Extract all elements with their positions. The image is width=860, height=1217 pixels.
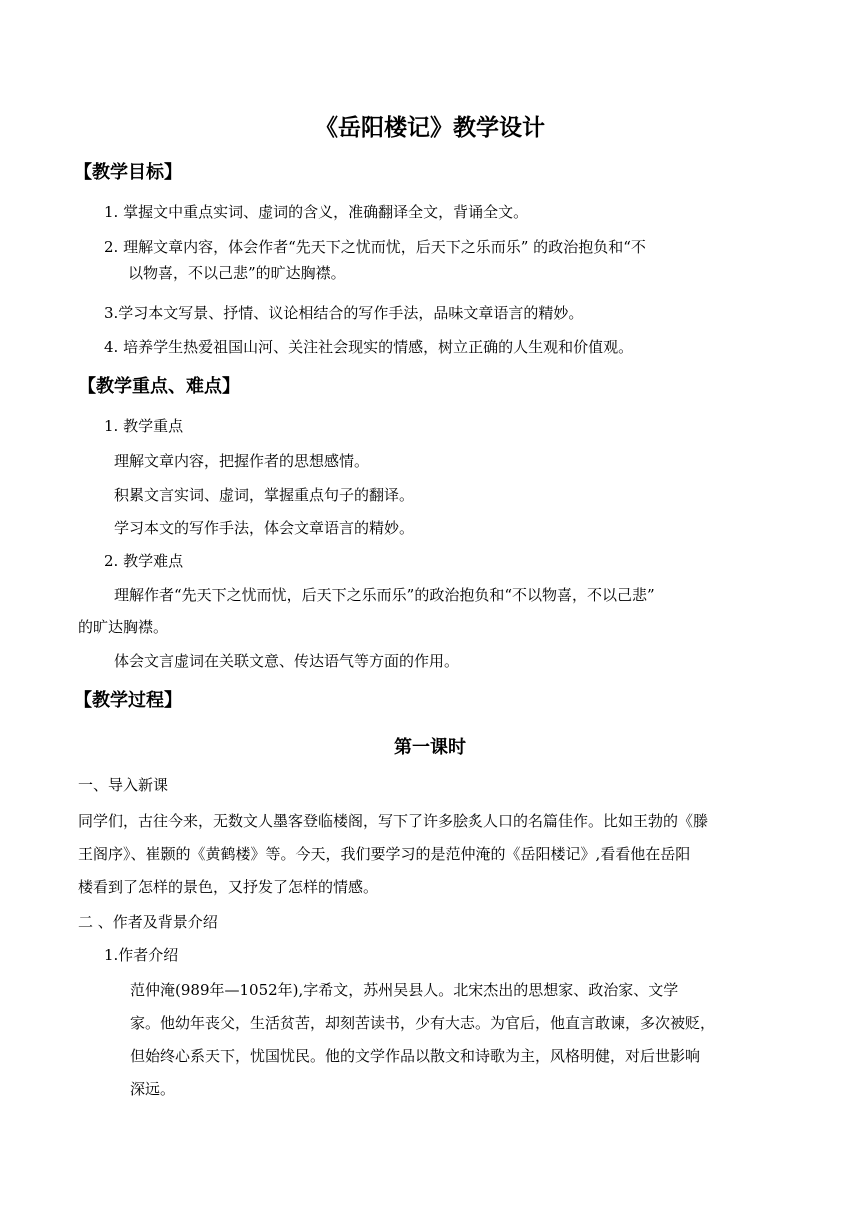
- lesson-title: 第一课时: [394, 737, 466, 758]
- intro-line-2: 王阁序》、崔颢的《黄鹤楼》等。今天，我们要学习的是范仲淹的《岳阳楼记》,看看他在岳阳: [78, 845, 691, 863]
- difficulty-item-1-continued: 的旷达胸襟。: [78, 618, 169, 636]
- section-heading-process: 【教学过程】: [74, 690, 182, 711]
- focus-item-3: 学习本文的写作手法，体会文章语言的精妙。: [114, 519, 415, 537]
- difficulty-label: 2. 教学难点: [104, 552, 184, 570]
- difficulty-item-1: 理解作者“先天下之忧而忧，后天下之乐而乐”的政治抱负和“不以物喜，不以己悲”: [114, 586, 655, 604]
- author-line-2: 家。他幼年丧父，生活贫苦，却刻苦读书，少有大志。为官后，他直言敢谏，多次被贬，: [130, 1014, 716, 1032]
- focus-item-1: 理解文章内容，把握作者的思想感情。: [114, 452, 370, 470]
- section-title-author-background: 二 、作者及背景介绍: [78, 913, 218, 931]
- author-label: 1.作者介绍: [104, 946, 179, 964]
- goal-item-4: 4. 培养学生热爱祖国山河、关注社会现实的情感，树立正确的人生观和价值观。: [104, 338, 634, 356]
- section-title-intro: 一、导入新课: [78, 776, 169, 794]
- goal-item-3: 3.学习本文写景、抒情、议论相结合的写作手法，品味文章语言的精妙。: [104, 304, 584, 322]
- focus-item-2: 积累文言实词、虚词，掌握重点句子的翻译。: [114, 486, 415, 504]
- difficulty-item-2: 体会文言虚词在关联文意、传达语气等方面的作用。: [114, 652, 460, 670]
- author-line-3: 但始终心系天下，忧国忧民。他的文学作品以散文和诗歌为主，风格明健，对后世影响: [130, 1047, 701, 1065]
- goal-item-1: 1. 掌握文中重点实词、虚词的含义，准确翻译全文，背诵全文。: [104, 203, 529, 221]
- focus-label: 1. 教学重点: [104, 417, 184, 435]
- document-title: 《岳阳楼记》教学设计: [315, 115, 545, 141]
- goal-item-2: 2. 理解文章内容，体会作者“先天下之忧而忧，后天下之乐而乐” 的政治抱负和“不: [104, 238, 646, 256]
- intro-line-1: 同学们，古往今来，无数文人墨客登临楼阁，写下了许多脍炙人口的名篇佳作。比如王勃的《滕: [78, 812, 709, 830]
- section-heading-key-points: 【教学重点、难点】: [78, 376, 240, 397]
- author-line-4: 深远。: [130, 1080, 176, 1098]
- section-heading-goals: 【教学目标】: [74, 162, 182, 183]
- intro-line-3: 楼看到了怎样的景色，又抒发了怎样的情感。: [78, 878, 379, 896]
- author-line-1: 范仲淹(989年—1052年),字希文，苏州吴县人。北宋杰出的思想家、政治家、文学: [130, 981, 679, 999]
- goal-item-2-continued: 以物喜，不以己悲”的旷达胸襟。: [128, 264, 346, 282]
